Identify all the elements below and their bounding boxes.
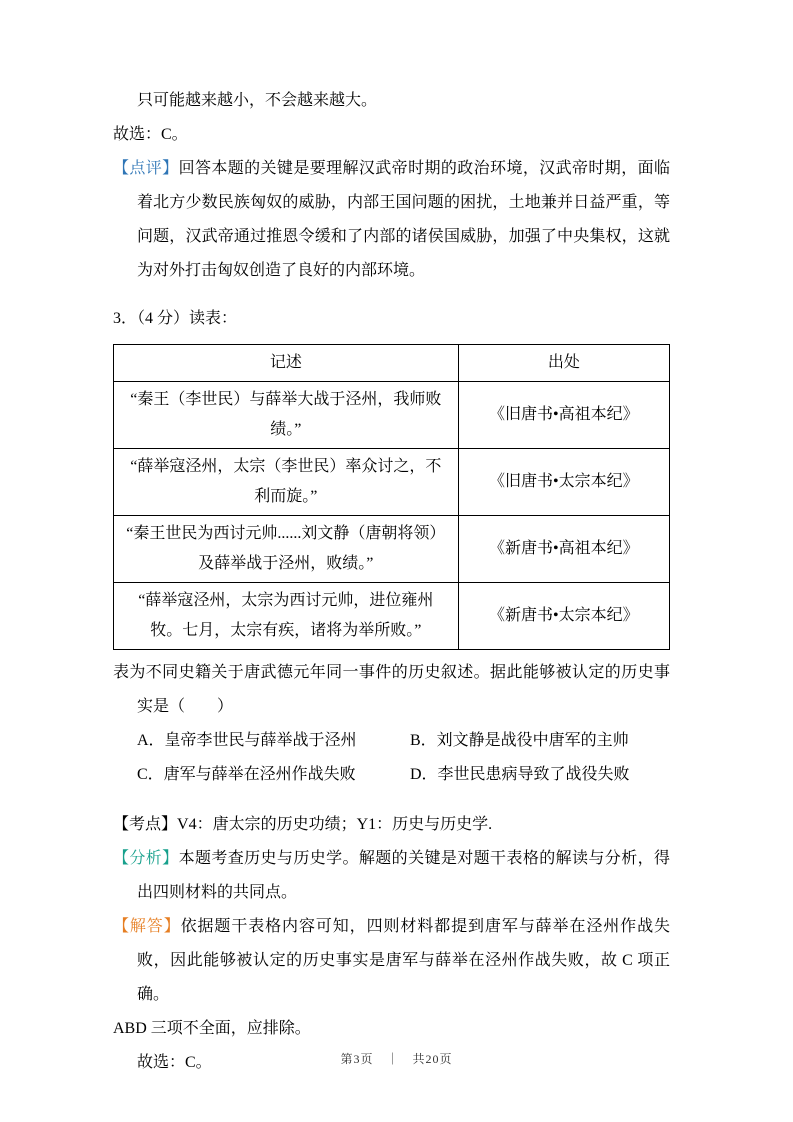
table-header-source: 出处 xyxy=(458,345,669,382)
table-header-row xyxy=(114,345,670,382)
fenxi-label: 【分析】 xyxy=(113,850,179,867)
comment-text: 回答本题的关键是要理解汉武帝时期的政治环境，汉武帝时期，面临着北方少数民族匈奴的威胁，内部王国问题的困扰，土地兼并日益严重，等问题，汉武帝通过推恩令缓和了内部的诸侯国威胁，加强了中央集权，这就为对外打击匈奴创造了良好的内部环境。 xyxy=(137,160,670,279)
prev-answer-tail: 只可能越来越小，不会越来越大。 xyxy=(137,92,378,109)
option-c: C．唐军与薛举在泾州作战失败 xyxy=(137,766,356,783)
kaodian-block xyxy=(113,808,670,842)
table-cell-record: “薛举寇泾州，太宗为西讨元帅，进位雍州牧。七月，太宗有疾，诸将为举所败。” xyxy=(114,583,459,650)
jieda-block xyxy=(113,910,670,1012)
answer-choice: 故选：C。 xyxy=(137,1054,212,1071)
option-a: A．皇帝李世民与薛举战于泾州 xyxy=(137,732,357,749)
page-footer xyxy=(0,1050,793,1067)
table-cell-source: 《新唐书•高祖本纪》 xyxy=(458,516,669,583)
comment-label: 【点评】 xyxy=(113,160,179,177)
table-cell-source: 《旧唐书•高祖本纪》 xyxy=(458,382,669,449)
page-content xyxy=(113,84,670,1080)
page-number: 第3页 ｜ 共20页 xyxy=(340,1052,453,1066)
table-cell-record: “秦王世民为西讨元帅......刘文静（唐朝将领）及薛举战于泾州，败绩。” xyxy=(114,516,459,583)
table-cell-record: “秦王（李世民）与薛举大战于泾州，我师败绩。” xyxy=(114,382,459,449)
fenxi-text: 本题考查历史与历史学。解题的关键是对题干表格的解读与分析，得出四则材料的共同点。 xyxy=(137,850,670,901)
table-cell-source: 《新唐书•太宗本纪》 xyxy=(458,583,669,650)
table-cell-record: “薛举寇泾州，太宗（李世民）率众讨之，不利而旋。” xyxy=(114,449,459,516)
comment-block xyxy=(113,152,670,288)
prev-answer-choice: 故选：C。 xyxy=(113,126,188,143)
options-row xyxy=(137,724,670,758)
jieda-text: 依据题干表格内容可知，四则材料都提到唐军与薛举在泾州作战失败，因此能够被认定的历史事实是唐军与薛举在泾州作战失败，故 C 项正确。 xyxy=(137,918,670,1003)
option-d: D．李世民患病导致了战役失败 xyxy=(410,766,630,783)
question-stem: 表为不同史籍关于唐武德元年同一事件的历史叙述。据此能够被认定的历史事实是（ ） xyxy=(113,664,670,715)
kaodian-label: 【考点】 xyxy=(113,816,178,833)
sources-table xyxy=(113,344,670,650)
fenxi-block xyxy=(113,842,670,910)
table-row xyxy=(114,382,670,449)
options-list xyxy=(113,724,670,792)
table-row xyxy=(114,449,670,516)
table-header-record: 记述 xyxy=(114,345,459,382)
table-cell-source: 《旧唐书•太宗本纪》 xyxy=(458,449,669,516)
question-heading: 3．（4 分）读表： xyxy=(113,310,238,327)
kaodian-text: V4：唐太宗的历史功绩；Y1：历史与历史学. xyxy=(177,816,493,833)
options-row xyxy=(137,758,670,792)
option-b: B．刘文静是战役中唐军的主帅 xyxy=(410,732,629,749)
table-row xyxy=(114,516,670,583)
table-row xyxy=(114,583,670,650)
jieda-label: 【解答】 xyxy=(113,918,181,935)
exclude-note: ABD 三项不全面，应排除。 xyxy=(113,1020,311,1037)
